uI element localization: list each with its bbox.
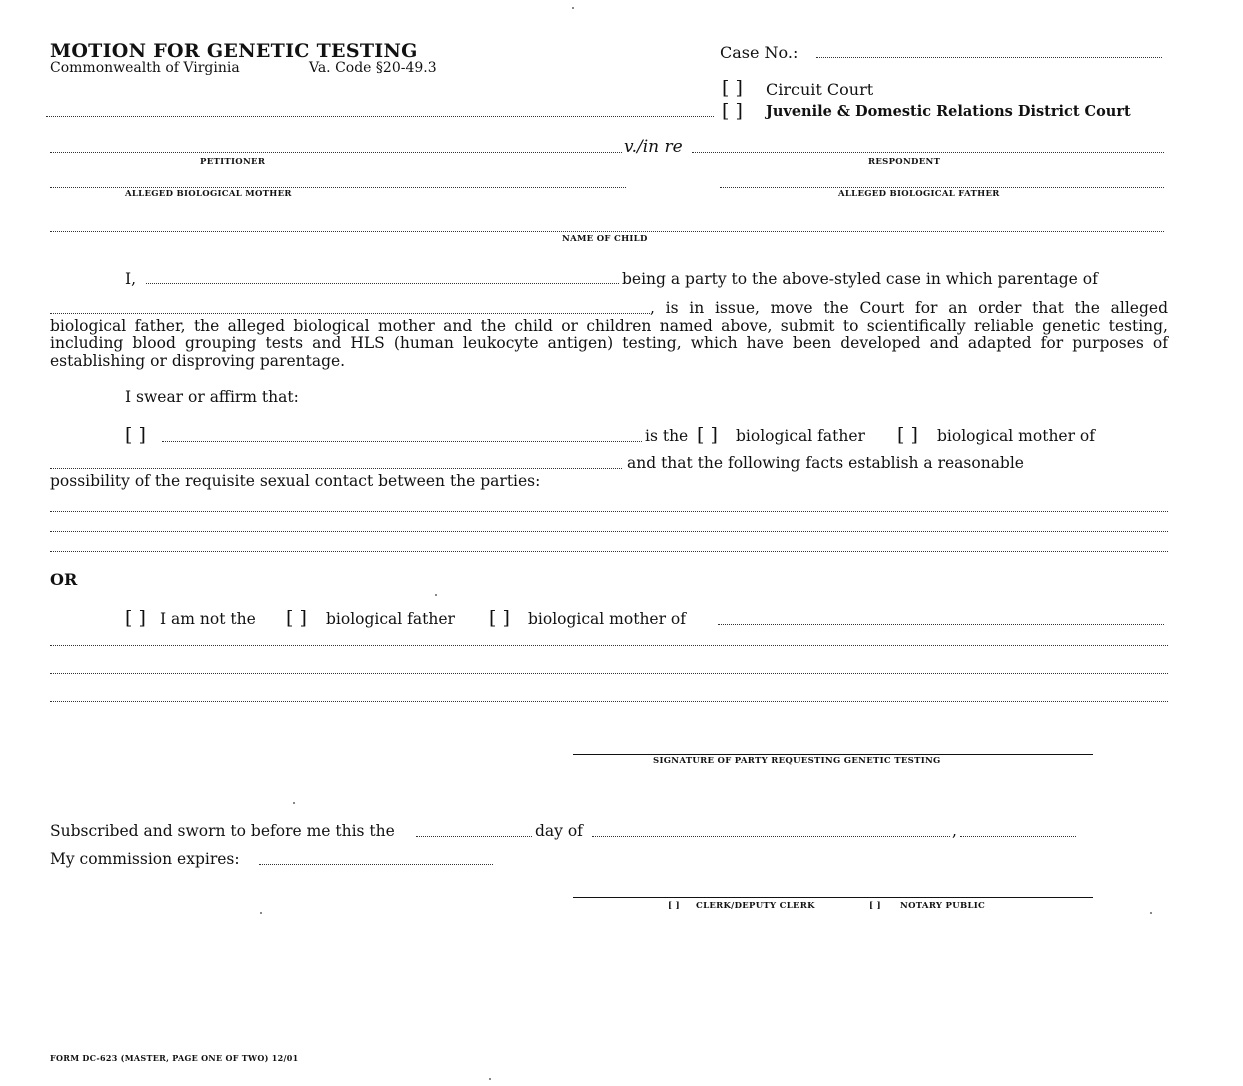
form-id: FORM DC-623 (MASTER, PAGE ONE OF TWO) 12/01 — [50, 1053, 299, 1063]
motion-paragraph: , is in issue, move the Court for an order that the alleged biological father, the alleged biological mother and the child or children named above, submit to scientifically reliable genetic testing, including blood grouping tests and HLS (human leukocyte antigen) testing, which have been developed and adapted for purposes of establishing or disproving parentage. — [50, 299, 1168, 370]
clerk-label: CLERK/DEPUTY CLERK — [696, 901, 815, 911]
facts-line-1[interactable] — [50, 511, 1168, 512]
not-parent-line-1[interactable] — [50, 645, 1168, 646]
officer-signature-line[interactable] — [573, 897, 1093, 898]
form-title: MOTION FOR GENETIC TESTING — [50, 40, 418, 62]
facts-line-3[interactable] — [50, 551, 1168, 552]
scan-speck — [572, 7, 574, 9]
month-field[interactable] — [592, 836, 950, 837]
jurisdiction: Commonwealth of Virginia — [50, 60, 240, 76]
child-label: NAME OF CHILD — [562, 234, 648, 244]
swear-intro: I swear or affirm that: — [125, 388, 299, 406]
not-parent-text: I am not the — [160, 610, 256, 628]
facts-text: and that the following facts establish a reasonable — [627, 454, 1024, 472]
respondent-label: RESPONDENT — [868, 157, 941, 167]
parent-name-field[interactable] — [162, 441, 642, 442]
notary-checkbox[interactable]: [ ] — [869, 901, 881, 911]
father-field[interactable] — [720, 187, 1164, 188]
scan-speck — [293, 802, 295, 804]
swear-father-label: biological father — [736, 427, 865, 445]
case-no-label: Case No.: — [720, 43, 799, 62]
facts-text-2: possibility of the requisite sexual contact between the parties: — [50, 472, 541, 490]
day-of-label: day of — [535, 822, 583, 840]
signature-line[interactable] — [573, 754, 1093, 755]
swear-checkbox[interactable]: [ ] — [125, 424, 146, 446]
swear-father-checkbox[interactable]: [ ] — [697, 424, 718, 446]
jdr-court-checkbox[interactable]: [ ] — [722, 100, 743, 122]
circuit-court-checkbox[interactable]: [ ] — [722, 77, 743, 99]
mother-field[interactable] — [50, 187, 626, 188]
petitioner-field[interactable] — [50, 152, 622, 153]
year-field[interactable] — [960, 836, 1076, 837]
court-location-field[interactable] — [46, 116, 714, 117]
day-field[interactable] — [416, 836, 532, 837]
petitioner-label: PETITIONER — [200, 157, 266, 167]
swear-child-field[interactable] — [50, 468, 622, 469]
swear-mother-checkbox[interactable]: [ ] — [897, 424, 918, 446]
versus-label: v./in re — [624, 137, 683, 157]
scan-speck — [1150, 912, 1152, 914]
not-parent-mother-label: biological mother of — [528, 610, 687, 628]
party-name-field[interactable] — [146, 283, 619, 284]
child-name-field[interactable] — [50, 231, 1164, 232]
not-parent-child-field[interactable] — [718, 624, 1164, 625]
commission-label: My commission expires: — [50, 850, 240, 868]
date-comma: , — [952, 822, 957, 840]
not-parent-mother-checkbox[interactable]: [ ] — [489, 607, 510, 629]
scan-speck — [435, 594, 437, 596]
jdr-court-label: Juvenile & Domestic Relations District Court — [766, 103, 1131, 120]
case-no-field[interactable] — [816, 57, 1162, 58]
notary-label: NOTARY PUBLIC — [900, 901, 986, 911]
respondent-field[interactable] — [692, 152, 1164, 153]
not-parent-line-2[interactable] — [50, 673, 1168, 674]
not-parent-checkbox[interactable]: [ ] — [125, 607, 146, 629]
is-the-label: is the — [645, 427, 689, 445]
signature-label: SIGNATURE OF PARTY REQUESTING GENETIC TESTING — [653, 756, 941, 766]
facts-line-2[interactable] — [50, 531, 1168, 532]
circuit-court-label: Circuit Court — [766, 80, 874, 99]
motion-line1-tail: being a party to the above-styled case in which parentage of — [622, 270, 1098, 288]
mother-label: ALLEGED BIOLOGICAL MOTHER — [125, 189, 292, 199]
not-parent-father-label: biological father — [326, 610, 455, 628]
clerk-checkbox[interactable]: [ ] — [668, 901, 680, 911]
or-label: OR — [50, 570, 78, 589]
scan-speck — [489, 1078, 491, 1080]
code-reference: Va. Code §20-49.3 — [309, 60, 437, 76]
not-parent-line-3[interactable] — [50, 701, 1168, 702]
i-label: I, — [125, 270, 137, 288]
scan-speck — [260, 912, 262, 914]
swear-mother-label: biological mother of — [937, 427, 1096, 445]
father-label: ALLEGED BIOLOGICAL FATHER — [838, 189, 1000, 199]
subscribed-text: Subscribed and sworn to before me this the — [50, 822, 395, 840]
commission-field[interactable] — [259, 864, 493, 865]
not-parent-father-checkbox[interactable]: [ ] — [286, 607, 307, 629]
